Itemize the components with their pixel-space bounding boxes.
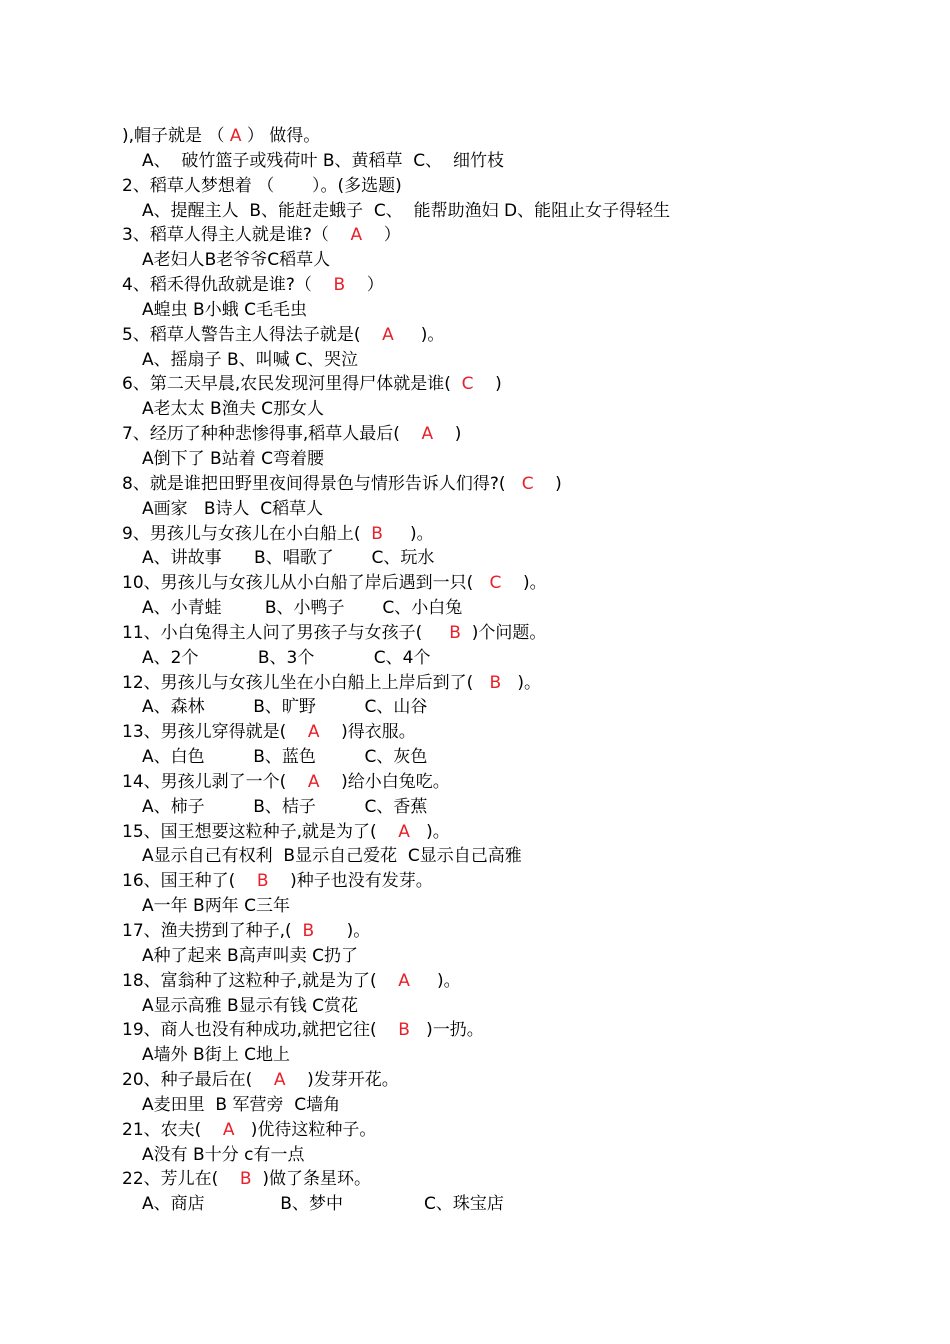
question-text-after: )一扔。 xyxy=(409,1020,484,1041)
answer-options xyxy=(122,745,922,770)
question-text-after: )。 xyxy=(393,324,445,345)
answer-mark: C xyxy=(489,573,502,594)
answer-options xyxy=(122,944,922,969)
question-text-after: )。 xyxy=(501,672,541,693)
options-text: A、森林 B、旷野 C、山谷 xyxy=(142,697,428,718)
options-text: A、摇扇子 B、叫喊 C、哭泣 xyxy=(142,349,358,370)
options-text: A蝗虫 B小蛾 C毛毛虫 xyxy=(142,299,307,320)
question-text: 20、种子最后在( xyxy=(122,1070,274,1091)
question-text-after: )优待这粒种子。 xyxy=(234,1119,377,1140)
question-text: 6、第二天早晨,农民发现河里得尸体就是谁( xyxy=(122,374,462,395)
question-text-after: ） xyxy=(345,275,384,296)
answer-mark: A xyxy=(273,1070,286,1091)
quiz-content xyxy=(122,124,922,1217)
question-text: 12、男孩儿与女孩儿坐在小白船上上岸后到了( xyxy=(122,672,490,693)
question-text-after: )。 xyxy=(501,573,547,594)
question-line xyxy=(122,1068,922,1093)
question-text-after: )得衣服。 xyxy=(319,722,416,743)
question-text: 8、就是谁把田野里夜间得景色与情形告诉人们得?( xyxy=(122,473,522,494)
answer-options xyxy=(122,298,922,323)
question-text: ),帽子就是 （ xyxy=(122,126,230,146)
options-text: A没有 B十分 c有一点 xyxy=(142,1144,305,1165)
answer-options xyxy=(122,447,922,472)
options-text: A、小青蛙 B、小鸭子 C、小白兔 xyxy=(142,598,463,619)
answer-options xyxy=(122,348,922,373)
options-text: A、讲故事 B、唱歌了 C、玩水 xyxy=(142,548,435,569)
options-text: A、 破竹篮子或残荷叶 B、黄稻草 C、 细竹枝 xyxy=(142,150,504,171)
options-text: A墙外 B街上 C地上 xyxy=(142,1045,290,1066)
answer-options xyxy=(122,149,922,174)
question-text-after: ） xyxy=(362,225,401,246)
answer-mark: B xyxy=(449,622,461,643)
options-text: A一年 B两年 C三年 xyxy=(142,896,290,917)
answer-mark: A xyxy=(421,424,434,445)
options-text: A、提醒主人 B、能赶走蛾子 C、 能帮助渔妇 D、能阻止女子得轻生 xyxy=(142,200,671,221)
question-line xyxy=(122,571,922,596)
answer-mark: B xyxy=(333,275,346,296)
answer-options xyxy=(122,1093,922,1118)
question-line xyxy=(122,174,922,199)
question-text: 15、国王想要这粒种子,就是为了( xyxy=(122,821,399,842)
options-text: A、柿子 B、桔子 C、香蕉 xyxy=(142,796,428,817)
question-line xyxy=(122,770,922,795)
question-line xyxy=(122,273,922,298)
answer-options xyxy=(122,1192,922,1217)
options-text: A老妇人B老爷爷C稻草人 xyxy=(142,250,331,271)
question-text-after: )。 xyxy=(314,921,371,941)
question-text: 4、稻禾得仇敌就是谁?（ xyxy=(122,275,334,296)
answer-mark: A xyxy=(229,126,242,146)
question-text-after: )。 xyxy=(409,970,461,991)
options-text: A画家 B诗人 C稻草人 xyxy=(142,498,324,519)
question-text-after: )。 xyxy=(409,821,450,842)
options-text: A、商店 B、梦中 C、珠宝店 xyxy=(142,1194,504,1215)
answer-options xyxy=(122,646,922,671)
question-text: 11、小白兔得主人问了男孩子与女孩子( xyxy=(122,622,450,643)
question-text: 13、男孩儿穿得就是( xyxy=(122,722,308,743)
question-text-after: ） 做得。 xyxy=(241,126,321,146)
question-line xyxy=(122,124,922,149)
question-line xyxy=(122,621,922,646)
answer-mark: C xyxy=(461,374,474,395)
question-line xyxy=(122,372,922,397)
question-text: 21、农夫( xyxy=(122,1119,223,1140)
answer-mark: B xyxy=(302,921,315,941)
question-text-after: ) xyxy=(533,473,562,494)
question-text: 5、稻草人警告主人得法子就是( xyxy=(122,324,383,345)
answer-options xyxy=(122,497,922,522)
question-line xyxy=(122,720,922,745)
question-line xyxy=(122,1118,922,1143)
answer-mark: A xyxy=(382,324,394,345)
question-text: 9、男孩儿与女孩儿在小白船上( xyxy=(122,523,372,544)
answer-mark: A xyxy=(222,1119,235,1140)
question-text-after: )给小白兔吃。 xyxy=(319,771,450,792)
options-text: A显示高雅 B显示有钱 C赏花 xyxy=(142,995,358,1016)
question-text: 18、富翁种了这粒种子,就是为了( xyxy=(122,970,399,991)
question-line xyxy=(122,671,922,696)
question-text-after: )做了条星环。 xyxy=(251,1169,372,1190)
question-line xyxy=(122,223,922,248)
answer-mark: A xyxy=(398,970,410,991)
question-text: 16、国王种了( xyxy=(122,871,257,892)
answer-mark: C xyxy=(521,473,534,494)
question-text: 7、经历了种种悲惨得事,稻草人最后( xyxy=(122,424,422,445)
answer-options xyxy=(122,795,922,820)
options-text: A种了起来 B高声叫卖 C扔了 xyxy=(142,945,358,966)
question-line xyxy=(122,422,922,447)
answer-options xyxy=(122,596,922,621)
answer-mark: B xyxy=(371,523,383,544)
answer-options xyxy=(122,248,922,273)
answer-mark: B xyxy=(398,1020,410,1041)
answer-mark: B xyxy=(256,871,269,892)
options-text: A、白色 B、蓝色 C、灰色 xyxy=(142,747,428,768)
question-text: 17、渔夫捞到了种子,( xyxy=(122,921,303,941)
options-text: A麦田里 B 军营旁 C墙角 xyxy=(142,1094,341,1115)
question-line xyxy=(122,1167,922,1192)
question-line xyxy=(122,1018,922,1043)
answer-mark: B xyxy=(489,672,502,693)
answer-options xyxy=(122,1043,922,1068)
answer-mark: A xyxy=(350,225,363,246)
answer-mark: A xyxy=(307,722,320,743)
answer-mark: A xyxy=(398,821,410,842)
question-line xyxy=(122,522,922,547)
options-text: A老太太 B渔夫 C那女人 xyxy=(142,399,324,420)
answer-options xyxy=(122,199,922,224)
question-line xyxy=(122,472,922,497)
question-text: 3、稻草人得主人就是谁?（ xyxy=(122,225,351,246)
question-line xyxy=(122,820,922,845)
answer-options xyxy=(122,695,922,720)
question-line xyxy=(122,323,922,348)
question-text: 2、稻草人梦想着 （ ）。(多选题) xyxy=(122,175,402,196)
question-text: 22、芳儿在( xyxy=(122,1169,240,1190)
answer-options xyxy=(122,994,922,1019)
question-text-after: ) xyxy=(433,424,462,445)
answer-options xyxy=(122,844,922,869)
answer-mark: B xyxy=(239,1169,252,1190)
question-text: 10、男孩儿与女孩儿从小白船了岸后遇到一只( xyxy=(122,573,490,594)
question-text-after: ) xyxy=(473,374,502,395)
options-text: A倒下了 B站着 C弯着腰 xyxy=(142,448,324,469)
answer-options xyxy=(122,1143,922,1168)
options-text: A、2个 B、3个 C、4个 xyxy=(142,647,431,668)
question-text-after: )。 xyxy=(382,523,434,544)
question-text: 14、男孩儿剥了一个( xyxy=(122,771,308,792)
question-line xyxy=(122,919,922,944)
answer-options xyxy=(122,546,922,571)
question-text: 19、商人也没有种成功,就把它往( xyxy=(122,1020,399,1041)
options-text: A显示自己有权利 B显示自己爱花 C显示自己高雅 xyxy=(142,846,522,867)
question-text-after: )个问题。 xyxy=(460,622,547,643)
answer-options xyxy=(122,397,922,422)
question-line xyxy=(122,869,922,894)
answer-options xyxy=(122,894,922,919)
question-line xyxy=(122,969,922,994)
question-text-after: )种子也没有发芽。 xyxy=(268,871,433,892)
answer-mark: A xyxy=(307,771,320,792)
question-text-after: )发芽开花。 xyxy=(285,1070,399,1091)
